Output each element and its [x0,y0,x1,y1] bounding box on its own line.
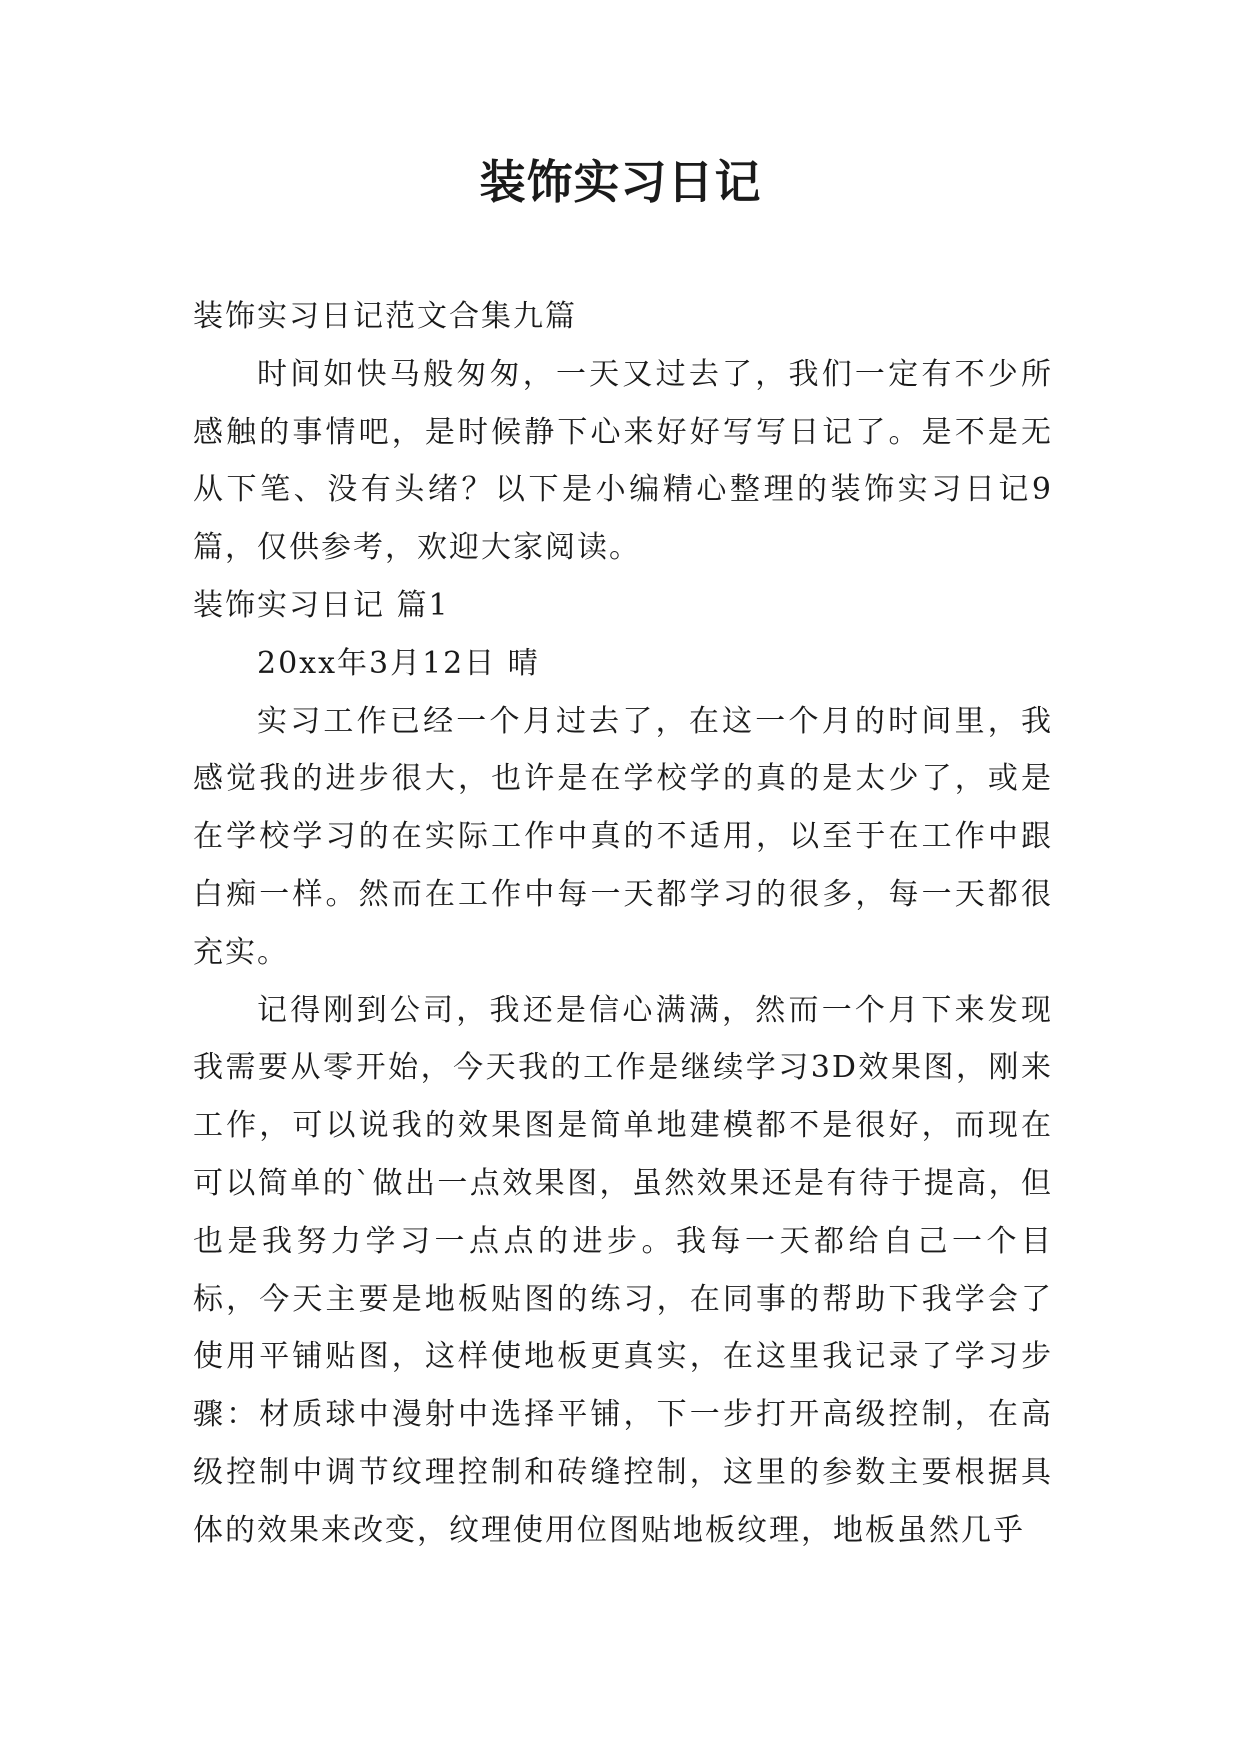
subtitle-paragraph: 装饰实习日记范文合集九篇 [193,299,577,334]
document-title: 装饰实习日记 [479,155,762,209]
intro-paragraph: 时间如快马般匆匆，一天又过去了，我们一定有不少所感触的事情吧，是时候静下心来好好写写日记了。是不是无从下笔、没有头绪？以下是小编精心整理的装饰实习日记9篇，仅供参考，欢迎大家阅读。 [193,356,1053,566]
document-body [193,288,1053,1560]
date-line: 20xx年3月12日 晴 [257,645,540,681]
section-heading: 装饰实习日记 篇1 [193,587,450,623]
body-paragraph: 记得刚到公司，我还是信心满满，然而一个月下来发现我需要从零开始，今天我的工作是继续学习3D效果图，刚来工作，可以说我的效果图是简单地建模都不是很好，而现在可以简单的`做出一点效果图，虽然效果还是有待于提高，但也是我努力学习一点点的进步。我每一天都给自己一个目标，今天主要是地板贴图的练习，在同事的帮助下我学会了使用平铺贴图，这样使地板更真实，在这里我记录了学习步骤：材质球中漫射中选择平铺，下一步打开高级控制，在高级控制中调节纹理控制和砖缝控制，这里的参数主要根据具体的效果来改变，纹理使用位图贴地板纹理，地板虽然几乎 [193,992,1053,1548]
body-paragraph: 实习工作已经一个月过去了，在这一个月的时间里，我感觉我的进步很大，也许是在学校学的真的是太少了，或是在学校学习的在实际工作中真的不适用，以至于在工作中跟白痴一样。然而在工作中每一天都学习的很多，每一天都很充实。 [193,703,1053,970]
